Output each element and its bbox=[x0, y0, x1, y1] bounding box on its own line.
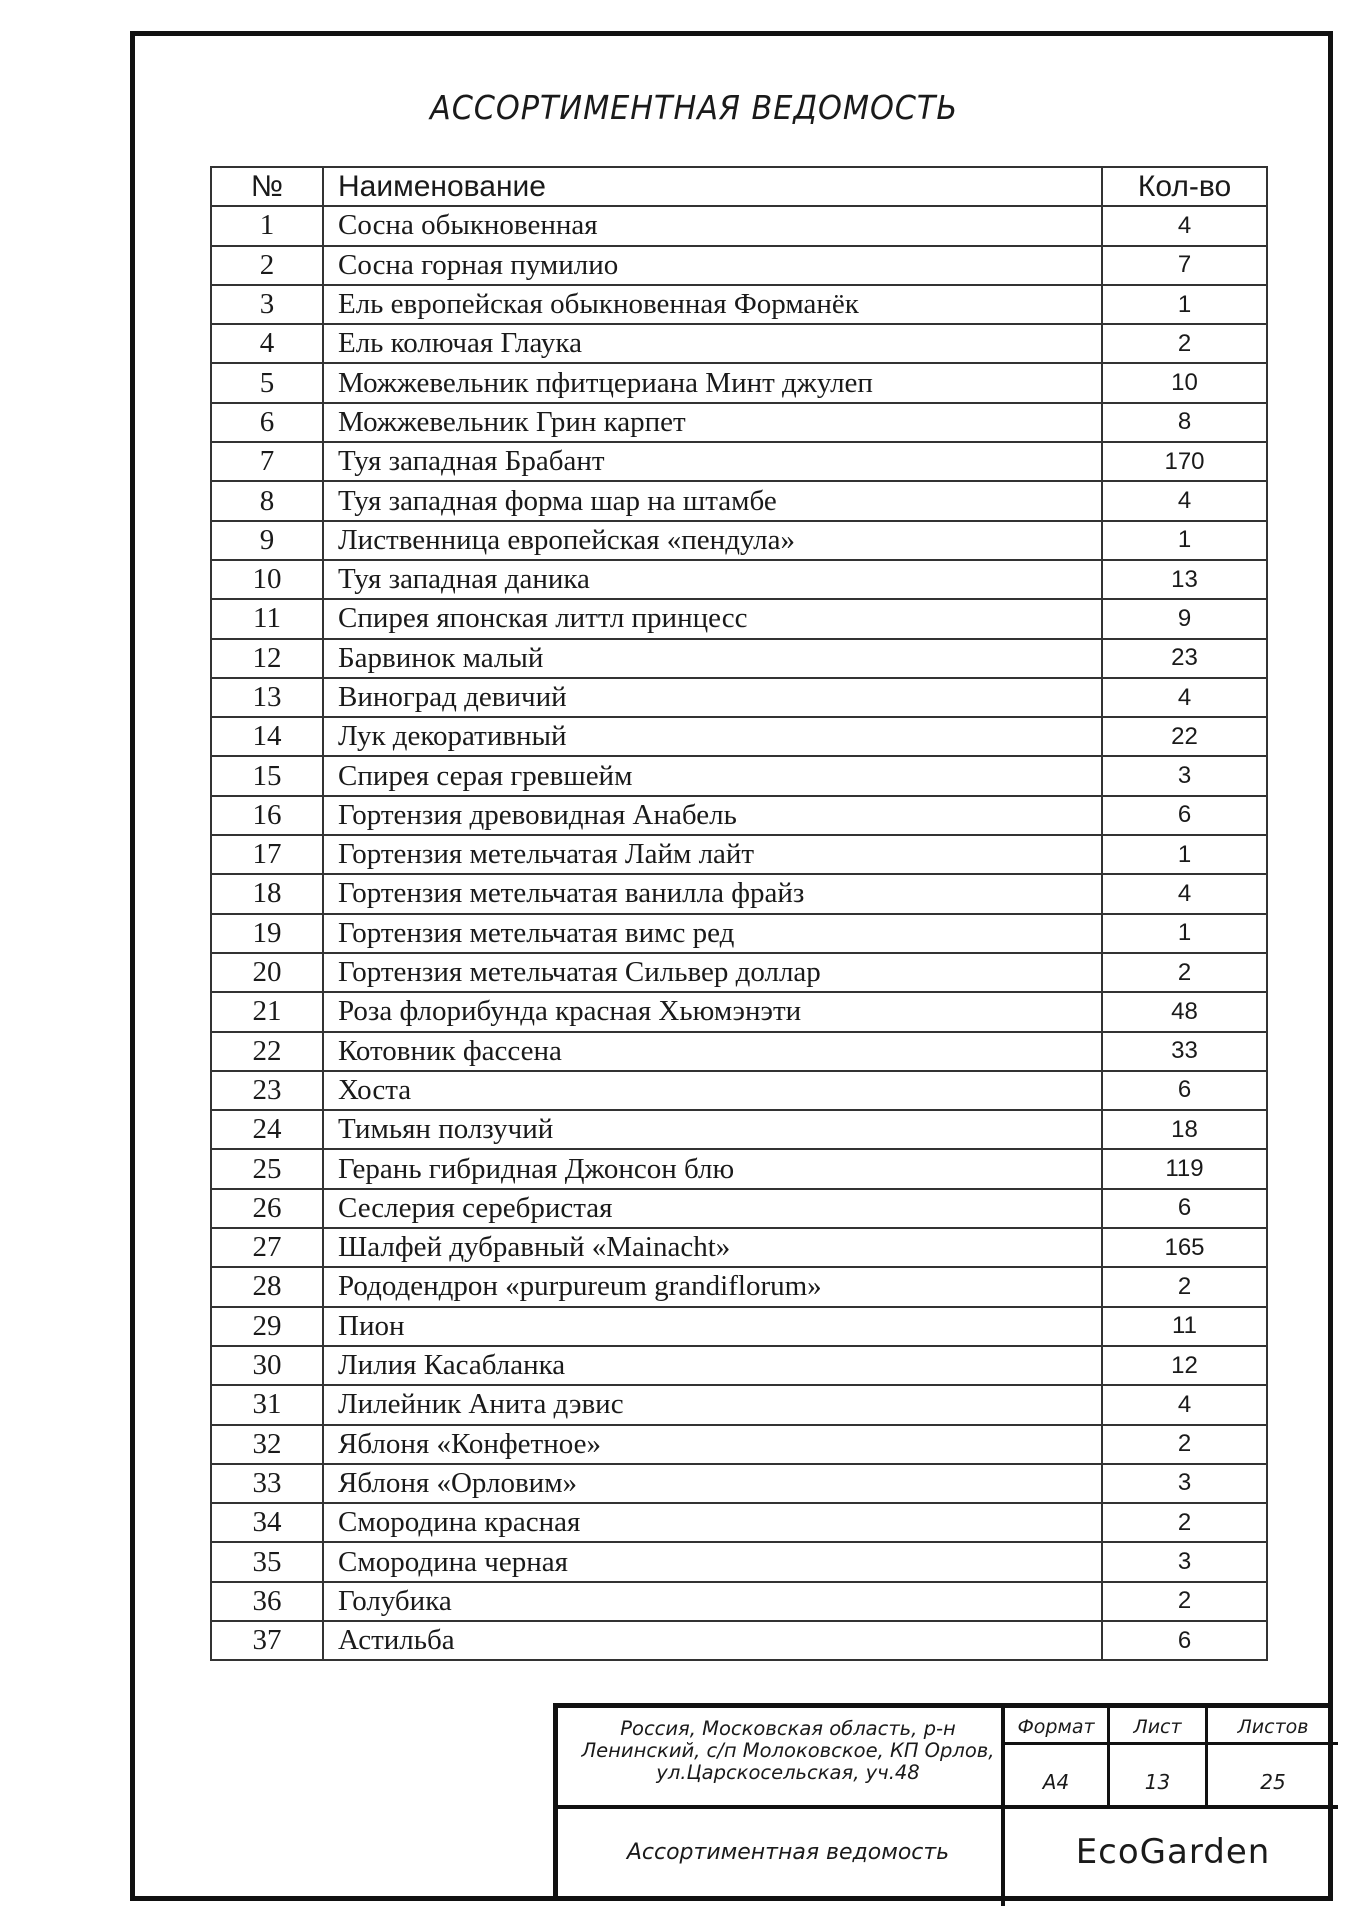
plant-name: Тимьян ползучий bbox=[323, 1110, 1102, 1149]
stamp-document-title: Ассортиментная ведомость bbox=[626, 1840, 950, 1865]
quantity: 18 bbox=[1102, 1110, 1267, 1149]
table-row bbox=[211, 953, 1267, 992]
table-row bbox=[211, 560, 1267, 599]
title-block bbox=[553, 1703, 1333, 1901]
table-row bbox=[211, 1071, 1267, 1110]
table-row bbox=[211, 1307, 1267, 1346]
row-number: 33 bbox=[211, 1464, 323, 1503]
quantity: 2 bbox=[1102, 1267, 1267, 1306]
plant-name: Котовник фассена bbox=[323, 1032, 1102, 1071]
table-row bbox=[211, 1503, 1267, 1542]
row-number: 3 bbox=[211, 285, 323, 324]
table-row bbox=[211, 206, 1267, 245]
row-number: 31 bbox=[211, 1385, 323, 1424]
plant-name: Ель европейская обыкновенная Форманёк bbox=[323, 285, 1102, 324]
row-number: 13 bbox=[211, 678, 323, 717]
quantity: 1 bbox=[1102, 521, 1267, 560]
plant-name: Лиственница европейская «пендула» bbox=[323, 521, 1102, 560]
row-number: 17 bbox=[211, 835, 323, 874]
plant-name: Гортензия метельчатая Сильвер доллар bbox=[323, 953, 1102, 992]
table-row bbox=[211, 1267, 1267, 1306]
plant-name: Туя западная Брабант bbox=[323, 442, 1102, 481]
sheet-value: 13 bbox=[1144, 1770, 1171, 1794]
row-number: 32 bbox=[211, 1425, 323, 1464]
row-number: 5 bbox=[211, 363, 323, 402]
table-row bbox=[211, 521, 1267, 560]
row-number: 15 bbox=[211, 756, 323, 795]
table-row bbox=[211, 1189, 1267, 1228]
quantity: 33 bbox=[1102, 1032, 1267, 1071]
address-line-1: Россия, Московская область, р-н bbox=[620, 1717, 956, 1740]
table-row bbox=[211, 403, 1267, 442]
quantity: 6 bbox=[1102, 1189, 1267, 1228]
plant-name: Яблоня «Конфетное» bbox=[323, 1425, 1102, 1464]
site-address bbox=[568, 1718, 1008, 1784]
plant-name: Сосна горная пумилио bbox=[323, 246, 1102, 285]
table-row bbox=[211, 1542, 1267, 1581]
plant-name: Спирея серая гревшейм bbox=[323, 756, 1102, 795]
table-row bbox=[211, 1464, 1267, 1503]
row-number: 1 bbox=[211, 206, 323, 245]
row-number: 20 bbox=[211, 953, 323, 992]
row-number: 24 bbox=[211, 1110, 323, 1149]
quantity: 8 bbox=[1102, 403, 1267, 442]
address-line-3: ул.Царскосельская, уч.48 bbox=[656, 1761, 920, 1784]
row-number: 7 bbox=[211, 442, 323, 481]
quantity: 4 bbox=[1102, 874, 1267, 913]
row-number: 11 bbox=[211, 599, 323, 638]
quantity: 6 bbox=[1102, 1071, 1267, 1110]
row-number: 30 bbox=[211, 1346, 323, 1385]
plant-name: Гортензия древовидная Анабель bbox=[323, 796, 1102, 835]
table-row bbox=[211, 1110, 1267, 1149]
row-number: 21 bbox=[211, 992, 323, 1031]
page-title: АССОРТИМЕНТНАЯ ВЕДОМОСТЬ bbox=[430, 88, 959, 127]
column-header-number: № bbox=[211, 167, 323, 206]
quantity: 1 bbox=[1102, 914, 1267, 953]
quantity: 6 bbox=[1102, 796, 1267, 835]
quantity: 2 bbox=[1102, 1503, 1267, 1542]
row-number: 14 bbox=[211, 717, 323, 756]
table-row bbox=[211, 796, 1267, 835]
address-line-2: Ленинский, с/п Молоковское, КП Орлов, bbox=[581, 1739, 995, 1762]
quantity: 9 bbox=[1102, 599, 1267, 638]
plant-name: Астильба bbox=[323, 1621, 1102, 1660]
quantity: 165 bbox=[1102, 1228, 1267, 1267]
row-number: 16 bbox=[211, 796, 323, 835]
plant-name: Ель колючая Глаука bbox=[323, 324, 1102, 363]
quantity: 6 bbox=[1102, 1621, 1267, 1660]
assortment-table bbox=[210, 166, 1268, 1661]
plant-name: Шалфей дубравный «Mainacht» bbox=[323, 1228, 1102, 1267]
table-row bbox=[211, 324, 1267, 363]
row-number: 26 bbox=[211, 1189, 323, 1228]
quantity: 1 bbox=[1102, 835, 1267, 874]
title-block-header-line bbox=[1003, 1742, 1338, 1745]
row-number: 18 bbox=[211, 874, 323, 913]
row-number: 9 bbox=[211, 521, 323, 560]
row-number: 23 bbox=[211, 1071, 323, 1110]
sheet-label: Лист bbox=[1133, 1716, 1182, 1738]
plant-name: Хоста bbox=[323, 1071, 1102, 1110]
company-brand: EcoGarden bbox=[1075, 1832, 1271, 1872]
format-label: Формат bbox=[1017, 1716, 1095, 1738]
quantity: 119 bbox=[1102, 1149, 1267, 1188]
quantity: 4 bbox=[1102, 206, 1267, 245]
table-row bbox=[211, 1228, 1267, 1267]
column-header-name: Наименование bbox=[323, 167, 1102, 206]
row-number: 27 bbox=[211, 1228, 323, 1267]
row-number: 29 bbox=[211, 1307, 323, 1346]
table-row bbox=[211, 1425, 1267, 1464]
plant-name: Лилейник Анита дэвис bbox=[323, 1385, 1102, 1424]
table-row bbox=[211, 1346, 1267, 1385]
plant-name: Роза флорибунда красная Хьюмэнэти bbox=[323, 992, 1102, 1031]
plant-name: Сосна обыкновенная bbox=[323, 206, 1102, 245]
table-row bbox=[211, 442, 1267, 481]
plant-name: Яблоня «Орловим» bbox=[323, 1464, 1102, 1503]
table-row bbox=[211, 678, 1267, 717]
quantity: 7 bbox=[1102, 246, 1267, 285]
plant-name: Гортензия метельчатая ванилла фрайз bbox=[323, 874, 1102, 913]
row-number: 36 bbox=[211, 1582, 323, 1621]
plant-name: Барвинок малый bbox=[323, 639, 1102, 678]
sheets-label: Листов bbox=[1237, 1716, 1309, 1738]
column-header-quantity: Кол-во bbox=[1102, 167, 1267, 206]
row-number: 34 bbox=[211, 1503, 323, 1542]
table-row bbox=[211, 1149, 1267, 1188]
table-row bbox=[211, 639, 1267, 678]
table-row bbox=[211, 874, 1267, 913]
quantity: 48 bbox=[1102, 992, 1267, 1031]
table-row bbox=[211, 914, 1267, 953]
sheets-value: 25 bbox=[1260, 1770, 1286, 1794]
table-row bbox=[211, 1621, 1267, 1660]
row-number: 37 bbox=[211, 1621, 323, 1660]
table-row bbox=[211, 1032, 1267, 1071]
row-number: 8 bbox=[211, 481, 323, 520]
row-number: 6 bbox=[211, 403, 323, 442]
plant-name: Пион bbox=[323, 1307, 1102, 1346]
quantity: 3 bbox=[1102, 756, 1267, 795]
row-number: 35 bbox=[211, 1542, 323, 1581]
row-number: 19 bbox=[211, 914, 323, 953]
table-row bbox=[211, 717, 1267, 756]
table-row bbox=[211, 285, 1267, 324]
quantity: 3 bbox=[1102, 1542, 1267, 1581]
table-body bbox=[211, 206, 1267, 1660]
table-header-row bbox=[211, 167, 1267, 206]
row-number: 22 bbox=[211, 1032, 323, 1071]
quantity: 13 bbox=[1102, 560, 1267, 599]
quantity: 11 bbox=[1102, 1307, 1267, 1346]
plant-name: Смородина черная bbox=[323, 1542, 1102, 1581]
quantity: 2 bbox=[1102, 953, 1267, 992]
quantity: 23 bbox=[1102, 639, 1267, 678]
plant-name: Лилия Касабланка bbox=[323, 1346, 1102, 1385]
table-row bbox=[211, 1385, 1267, 1424]
quantity: 22 bbox=[1102, 717, 1267, 756]
title-block-divider bbox=[558, 1805, 1338, 1809]
quantity: 4 bbox=[1102, 678, 1267, 717]
plant-name: Смородина красная bbox=[323, 1503, 1102, 1542]
row-number: 12 bbox=[211, 639, 323, 678]
table-row bbox=[211, 599, 1267, 638]
quantity: 2 bbox=[1102, 1425, 1267, 1464]
quantity: 1 bbox=[1102, 285, 1267, 324]
plant-name: Можжевельник пфитцериана Минт джулеп bbox=[323, 363, 1102, 402]
plant-name: Сеслерия серебристая bbox=[323, 1189, 1102, 1228]
plant-name: Гортензия метельчатая Лайм лайт bbox=[323, 835, 1102, 874]
quantity: 12 bbox=[1102, 1346, 1267, 1385]
row-number: 2 bbox=[211, 246, 323, 285]
plant-name: Рододендрон «purpureum grandiflorum» bbox=[323, 1267, 1102, 1306]
plant-name: Спирея японская литтл принцесс bbox=[323, 599, 1102, 638]
plant-name: Можжевельник Грин карпет bbox=[323, 403, 1102, 442]
quantity: 170 bbox=[1102, 442, 1267, 481]
quantity: 10 bbox=[1102, 363, 1267, 402]
table-row bbox=[211, 756, 1267, 795]
quantity: 4 bbox=[1102, 481, 1267, 520]
plant-name: Герань гибридная Джонсон блю bbox=[323, 1149, 1102, 1188]
plant-name: Туя западная форма шар на штамбе bbox=[323, 481, 1102, 520]
plant-name: Голубика bbox=[323, 1582, 1102, 1621]
quantity: 2 bbox=[1102, 1582, 1267, 1621]
table-row bbox=[211, 992, 1267, 1031]
row-number: 10 bbox=[211, 560, 323, 599]
table-row bbox=[211, 481, 1267, 520]
table-row bbox=[211, 1582, 1267, 1621]
row-number: 28 bbox=[211, 1267, 323, 1306]
quantity: 4 bbox=[1102, 1385, 1267, 1424]
plant-name: Лук декоративный bbox=[323, 717, 1102, 756]
quantity: 2 bbox=[1102, 324, 1267, 363]
table-row bbox=[211, 363, 1267, 402]
format-value: А4 bbox=[1042, 1770, 1070, 1794]
quantity: 3 bbox=[1102, 1464, 1267, 1503]
table-row bbox=[211, 246, 1267, 285]
row-number: 4 bbox=[211, 324, 323, 363]
plant-name: Гортензия метельчатая вимс ред bbox=[323, 914, 1102, 953]
row-number: 25 bbox=[211, 1149, 323, 1188]
table-row bbox=[211, 835, 1267, 874]
plant-name: Туя западная даника bbox=[323, 560, 1102, 599]
plant-name: Виноград девичий bbox=[323, 678, 1102, 717]
